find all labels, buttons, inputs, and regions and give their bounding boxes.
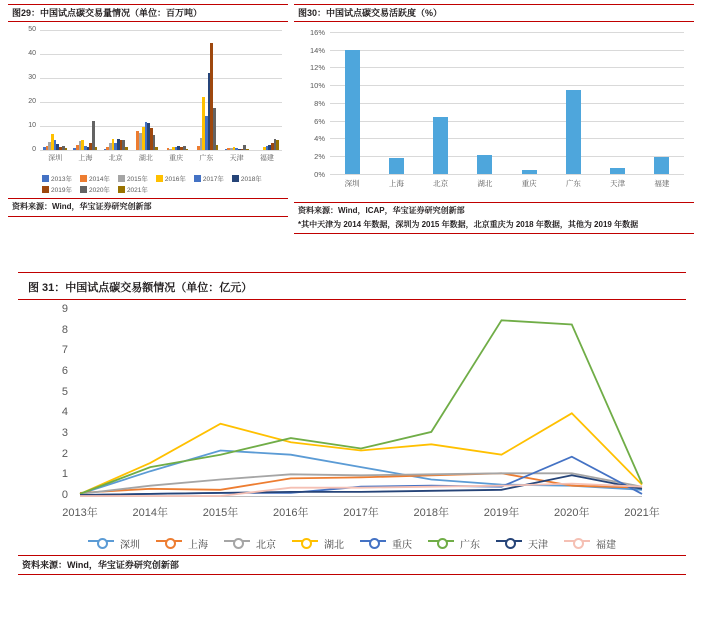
x-tick-label: 上海 <box>78 154 93 162</box>
divider-bottom-29 <box>8 216 288 217</box>
legend-marker <box>301 538 312 549</box>
y-tick-label: 10 <box>28 121 36 129</box>
legend-swatch <box>42 175 49 182</box>
legend-line <box>224 540 250 542</box>
figure-29-chart <box>8 22 288 172</box>
bar <box>65 148 68 150</box>
y-tick-label: 20 <box>28 97 36 105</box>
legend-item-2021年 <box>118 185 148 194</box>
x-tick-label: 2015年 <box>202 507 239 519</box>
legend-label: 2019年 <box>51 186 72 194</box>
legend-item-重庆 <box>360 536 412 551</box>
x-tick-label: 福建 <box>259 154 274 162</box>
legend-label: 2017年 <box>202 175 224 183</box>
y-tick-label: 10% <box>309 81 325 91</box>
y-tick-label: 30 <box>28 73 36 81</box>
line-series-group <box>18 300 686 530</box>
x-tick-label: 广东 <box>199 154 214 162</box>
x-tick-label: 北京 <box>108 154 123 162</box>
legend-label: 北京 <box>256 540 276 551</box>
figure-30-title: 图30：中国试点碳交易活跃度（%） <box>294 5 694 22</box>
legend-swatch <box>156 175 163 182</box>
gridline <box>330 121 684 122</box>
legend-label: 上海 <box>188 540 208 551</box>
bar <box>654 157 669 174</box>
legend-item-2019年 <box>42 185 72 194</box>
y-tick-label: 16% <box>309 27 325 37</box>
x-tick-label: 天津 <box>229 154 244 162</box>
gridline <box>40 54 282 55</box>
legend-swatch <box>118 186 125 193</box>
legend-item-2016年 <box>156 174 186 183</box>
legend-line <box>156 540 182 542</box>
x-tick-label: 福建 <box>654 178 670 188</box>
bar <box>522 170 537 174</box>
x-tick-label: 2018年 <box>413 507 449 519</box>
bar <box>477 155 492 174</box>
y-tick-label: 0% <box>314 169 325 179</box>
legend-line <box>428 540 454 542</box>
figure-31-source: 资料来源：Wind，华宝证券研究创新部 <box>22 560 179 570</box>
y-tick-label: 8% <box>314 98 325 108</box>
legend-item-北京 <box>224 536 276 551</box>
legend-label: 广东 <box>460 540 480 551</box>
figure-31-panel <box>18 272 686 575</box>
legend-swatch <box>80 186 87 193</box>
legend-label: 天津 <box>528 540 548 551</box>
x-tick-label: 上海 <box>388 178 404 188</box>
gridline <box>330 156 684 157</box>
y-tick-label: 7 <box>61 344 68 357</box>
y-tick-label: 9 <box>61 303 68 315</box>
y-tick-label: 8 <box>61 323 68 336</box>
bar <box>186 149 189 150</box>
x-tick-label: 广东 <box>565 178 581 188</box>
legend-label: 福建 <box>596 540 616 551</box>
gridline <box>40 78 282 79</box>
legend-line <box>88 540 114 542</box>
x-tick-label: 湖北 <box>477 178 493 188</box>
legend-marker <box>505 538 516 549</box>
y-tick-label: 0 <box>61 489 68 501</box>
legend-item-福建 <box>564 536 616 551</box>
gridline <box>330 85 684 86</box>
x-tick-label: 2019年 <box>483 507 520 519</box>
legend-label: 深圳 <box>120 540 140 551</box>
legend-label: 2018年 <box>240 175 262 183</box>
legend-item-深圳 <box>88 536 140 551</box>
legend-label: 重庆 <box>392 540 412 551</box>
y-tick-label: 0 <box>32 145 36 153</box>
y-tick-label: 14% <box>309 45 325 55</box>
legend-line <box>360 540 386 542</box>
x-tick-label: 天津 <box>610 178 626 188</box>
bar <box>610 168 625 174</box>
x-tick-label: 2016年 <box>273 507 309 519</box>
legend-marker <box>97 538 108 549</box>
gridline <box>330 138 684 139</box>
legend-swatch <box>232 175 239 182</box>
legend-marker <box>573 538 584 549</box>
bar <box>213 108 216 150</box>
bar <box>389 158 404 174</box>
legend-swatch <box>118 175 125 182</box>
legend-label: 2021年 <box>126 186 148 194</box>
y-tick-label: 6% <box>314 116 325 126</box>
line-上海 <box>80 473 642 493</box>
figure-29-panel <box>8 4 288 217</box>
y-tick-label: 1 <box>61 468 68 481</box>
legend-label: 2020年 <box>88 186 110 194</box>
y-tick-label: 6 <box>61 365 68 377</box>
legend-item-上海 <box>156 536 208 551</box>
legend-label: 2015年 <box>126 175 148 183</box>
legend-label: 2013年 <box>51 175 72 183</box>
figure-30-chart <box>294 22 694 200</box>
legend-label: 湖北 <box>324 540 344 551</box>
y-tick-label: 40 <box>28 49 36 57</box>
figure-30-note: *其中天津为 2014 年数据，深圳为 2015 年数据，北京重庆为 2018 年数据，其他为 2019 年数据 <box>298 219 639 229</box>
x-tick-label: 北京 <box>433 178 449 188</box>
gridline <box>330 174 684 175</box>
legend-item-天津 <box>496 536 548 551</box>
legend-item-2020年 <box>80 185 110 194</box>
y-tick-label: 2 <box>61 447 68 460</box>
legend-item-2018年 <box>232 174 262 183</box>
gridline <box>40 126 282 127</box>
figure-29-source: 资料来源：Wind，华宝证券研究创新部 <box>12 201 152 211</box>
line-湖北 <box>80 413 642 494</box>
bar <box>433 117 448 174</box>
gridline <box>330 103 684 104</box>
y-tick-label: 12% <box>309 63 325 73</box>
legend-label: 2014年 <box>88 175 110 183</box>
figure-29-legend <box>8 172 288 194</box>
x-tick-label: 深圳 <box>344 178 360 188</box>
x-tick-label: 重庆 <box>521 178 537 188</box>
legend-item-2015年 <box>118 174 148 183</box>
legend-item-2014年 <box>80 174 110 183</box>
figure-31-frame <box>18 300 686 555</box>
divider-bottom-30 <box>294 233 694 234</box>
bar <box>216 145 219 150</box>
legend-item-2017年 <box>194 174 224 183</box>
x-tick-label: 2017年 <box>343 507 379 519</box>
legend-marker <box>369 538 380 549</box>
figure-31-chart <box>18 300 686 530</box>
x-tick-label: 2020年 <box>554 507 590 519</box>
bar <box>95 147 98 149</box>
figure-30-source: 资料来源：Wind，ICAP，华宝证券研究创新部 <box>298 205 465 215</box>
x-tick-label: 深圳 <box>48 154 63 162</box>
y-tick-label: 2% <box>314 152 325 162</box>
bar <box>155 147 158 149</box>
legend-swatch <box>80 175 87 182</box>
x-tick-label: 2013年 <box>62 507 98 519</box>
gridline <box>330 50 684 51</box>
y-tick-label: 4 <box>61 406 68 419</box>
legend-line <box>564 540 590 542</box>
bar <box>125 147 128 149</box>
y-tick-label: 50 <box>28 25 36 33</box>
bar <box>92 121 95 150</box>
gridline <box>40 150 282 151</box>
bar <box>276 140 279 150</box>
y-tick-label: 4% <box>314 134 325 144</box>
divider-bottom-31 <box>18 574 686 575</box>
gridline <box>330 32 684 33</box>
x-tick-label: 重庆 <box>169 154 184 162</box>
figure-30-panel <box>294 4 694 234</box>
legend-swatch <box>194 175 201 182</box>
legend-line <box>496 540 522 542</box>
legend-label: 2016年 <box>164 175 186 183</box>
legend-item-广东 <box>428 536 480 551</box>
y-tick-label: 3 <box>61 427 68 439</box>
figure-31-title: 图 31：中国试点碳交易额情况（单位：亿元） <box>18 273 686 300</box>
x-tick-label: 2014年 <box>132 507 168 519</box>
legend-swatch <box>42 186 49 193</box>
legend-line <box>292 540 318 542</box>
gridline <box>330 67 684 68</box>
gridline <box>40 102 282 103</box>
legend-item-2013年 <box>42 174 72 183</box>
bar <box>345 50 360 173</box>
legend-marker <box>165 538 176 549</box>
x-tick-label: 2021年 <box>624 507 660 519</box>
y-tick-label: 5 <box>61 385 68 398</box>
figure-31-legend <box>18 530 686 555</box>
legend-marker <box>437 538 448 549</box>
bar <box>566 90 581 174</box>
legend-item-湖北 <box>292 536 344 551</box>
legend-marker <box>233 538 244 549</box>
figure-29-title: 图29：中国试点碳交易量情况（单位：百万吨） <box>8 5 288 22</box>
gridline <box>40 30 282 31</box>
x-tick-label: 湖北 <box>138 154 153 162</box>
